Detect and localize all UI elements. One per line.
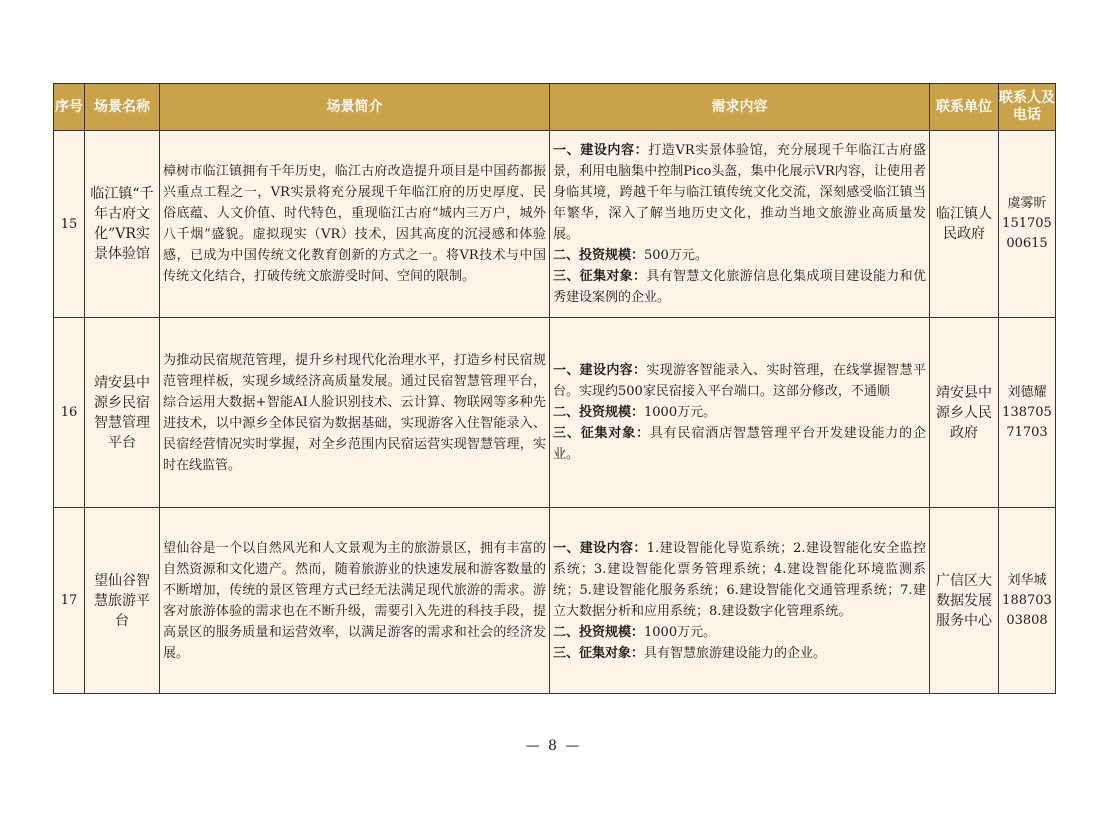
contact-unit: 靖安县中源乡人民政府 — [930, 318, 999, 508]
need-label: 二、投资规模： — [553, 248, 645, 263]
scene-description: 樟树市临江镇拥有千年历史，临江古府改造提升项目是中国药都振兴重点工程之一，VR实景将充分展现千年临江府的历史厚度、民俗底蕴、人文价值、时代特色，重现临江古府“城内三万户，城外八千烟”盛貌。虚拟现实（VR）技术，因其高度的沉浸感和体验感，已成为中国传统文化教育创新的方式之一。将VR技术与中国传统文化结合，打破传统文旅游受时间、空间的限制。 — [160, 131, 550, 318]
row-number: 15 — [54, 131, 85, 318]
scene-name: 临江镇“千年古府文化”VR实景体验馆 — [85, 131, 160, 318]
needs-content — [550, 508, 930, 694]
table-header-row — [54, 84, 1056, 131]
contact-phone: 188703 — [1002, 592, 1052, 608]
scene-description: 望仙谷是一个以自然风光和人文景观为主的旅游景区，拥有丰富的自然资源和文化遗产。然而，随着旅游业的快速发展和游客数量的不断增加，传统的景区管理方式已经无法满足现代旅游的需求。游客对旅游体验的需求也在不断升级，需要引入先进的科技手段，提高景区的服务质量和运营效率，以满足游客的需求和社会的经济发展。 — [160, 508, 550, 694]
contact-unit: 临江镇人民政府 — [930, 131, 999, 318]
scene-name: 靖安县中源乡民宿智慧管理平台 — [85, 318, 160, 508]
need-text: 具有智慧旅游建设能力的企业。 — [644, 645, 827, 661]
need-label: 三、征集对象： — [553, 269, 647, 284]
contact-phone: 151705 — [1002, 216, 1052, 231]
header-needs: 需求内容 — [550, 84, 930, 131]
need-text: 打造VR实景体验馆，充分展现千年临江古府盛景，利用电脑集中控制Pico头盔，集中化展示VR内容，让使用者身临其境，跨越千年与临江镇传统文化交流，深刻感受临江镇当年繁华，深入了解当地历史文化，推动当地文旅游业高质量发展。 — [553, 143, 926, 242]
header-no: 序号 — [54, 84, 85, 131]
page-number: — 8 — — [525, 738, 582, 754]
contact-phone: 03808 — [1006, 612, 1048, 628]
scene-description: 为推动民宿规范管理，提升乡村现代化治理水平，打造乡村民宿规范管理样板，实现乡域经济高质量发展。通过民宿智慧管理平台，综合运用大数据+智能AI人脸识别技术、云计算、物联网等多种先进技术，以中源乡全体民宿为数据基础，实现游客入住智能录入、民宿经营情况实时掌握，对全乡范围内民宿运营实现智慧管理，实时在线监管。 — [160, 318, 550, 508]
need-target — [553, 266, 926, 308]
row-number: 17 — [54, 508, 85, 694]
contact-name: 刘华城 — [1007, 572, 1047, 588]
contact-phone: 138705 — [1002, 404, 1052, 420]
contact-name: 刘德耀 — [1007, 384, 1047, 400]
contact-name: 虞雾昕 — [1007, 196, 1047, 211]
header-scene-name: 场景名称 — [85, 84, 160, 131]
need-text: 具有民宿酒店智慧管理平台开发建设能力的企业。 — [553, 426, 926, 462]
need-construction — [553, 360, 926, 402]
need-text: 500万元。 — [644, 248, 708, 263]
contact-unit: 广信区大数据发展服务中心 — [930, 508, 999, 694]
need-label: 一、建设内容： — [553, 363, 647, 378]
need-label: 三、征集对象： — [553, 645, 645, 661]
need-target — [553, 643, 926, 664]
contact-person — [999, 131, 1056, 318]
table-row — [54, 131, 1056, 318]
needs-content — [550, 131, 930, 318]
need-text: 具有智慧文化旅游信息化集成项目建设能力和优秀建设案例的企业。 — [553, 269, 926, 305]
scenario-table — [53, 83, 1056, 694]
scene-name: 望仙谷智慧旅游平台 — [85, 508, 160, 694]
need-investment — [553, 622, 926, 643]
table-row — [54, 318, 1056, 508]
need-text: 实现游客智能录入、实时管理，在线掌握智慧平台。实现约500家民宿接入平台端口。这部分修改，不通顺 — [553, 363, 926, 399]
contact-person — [999, 318, 1056, 508]
need-label: 三、征集对象： — [553, 426, 650, 441]
need-investment — [553, 402, 926, 423]
need-text: 1000万元。 — [644, 405, 717, 420]
need-construction — [553, 538, 926, 622]
contact-phone: 00615 — [1006, 236, 1048, 251]
need-text: 1000万元。 — [644, 624, 717, 640]
needs-content — [550, 318, 930, 508]
contact-phone: 71703 — [1006, 424, 1048, 440]
table-row — [54, 508, 1056, 694]
need-label: 二、投资规模： — [553, 624, 645, 640]
header-contact-unit: 联系单位 — [930, 84, 999, 131]
contact-person — [999, 508, 1056, 694]
row-number: 16 — [54, 318, 85, 508]
need-investment — [553, 245, 926, 266]
need-label: 一、建设内容： — [553, 143, 649, 158]
header-contact-person: 联系人及电话 — [999, 84, 1056, 131]
need-target — [553, 423, 926, 465]
need-label: 一、建设内容： — [553, 540, 647, 556]
need-text: 1.建设智能化导览系统；2.建设智能化安全监控系统；3.建设智能化票务管理系统；4.建设智能化环境监测系统；5.建设智能化服务系统；6.建设智能化交通管理系统；7.建立大数据分析和应用系统；8.建设数字化管理系统。 — [553, 540, 926, 619]
need-construction — [553, 140, 926, 245]
need-label: 二、投资规模： — [553, 405, 645, 420]
header-scene-desc: 场景简介 — [160, 84, 550, 131]
